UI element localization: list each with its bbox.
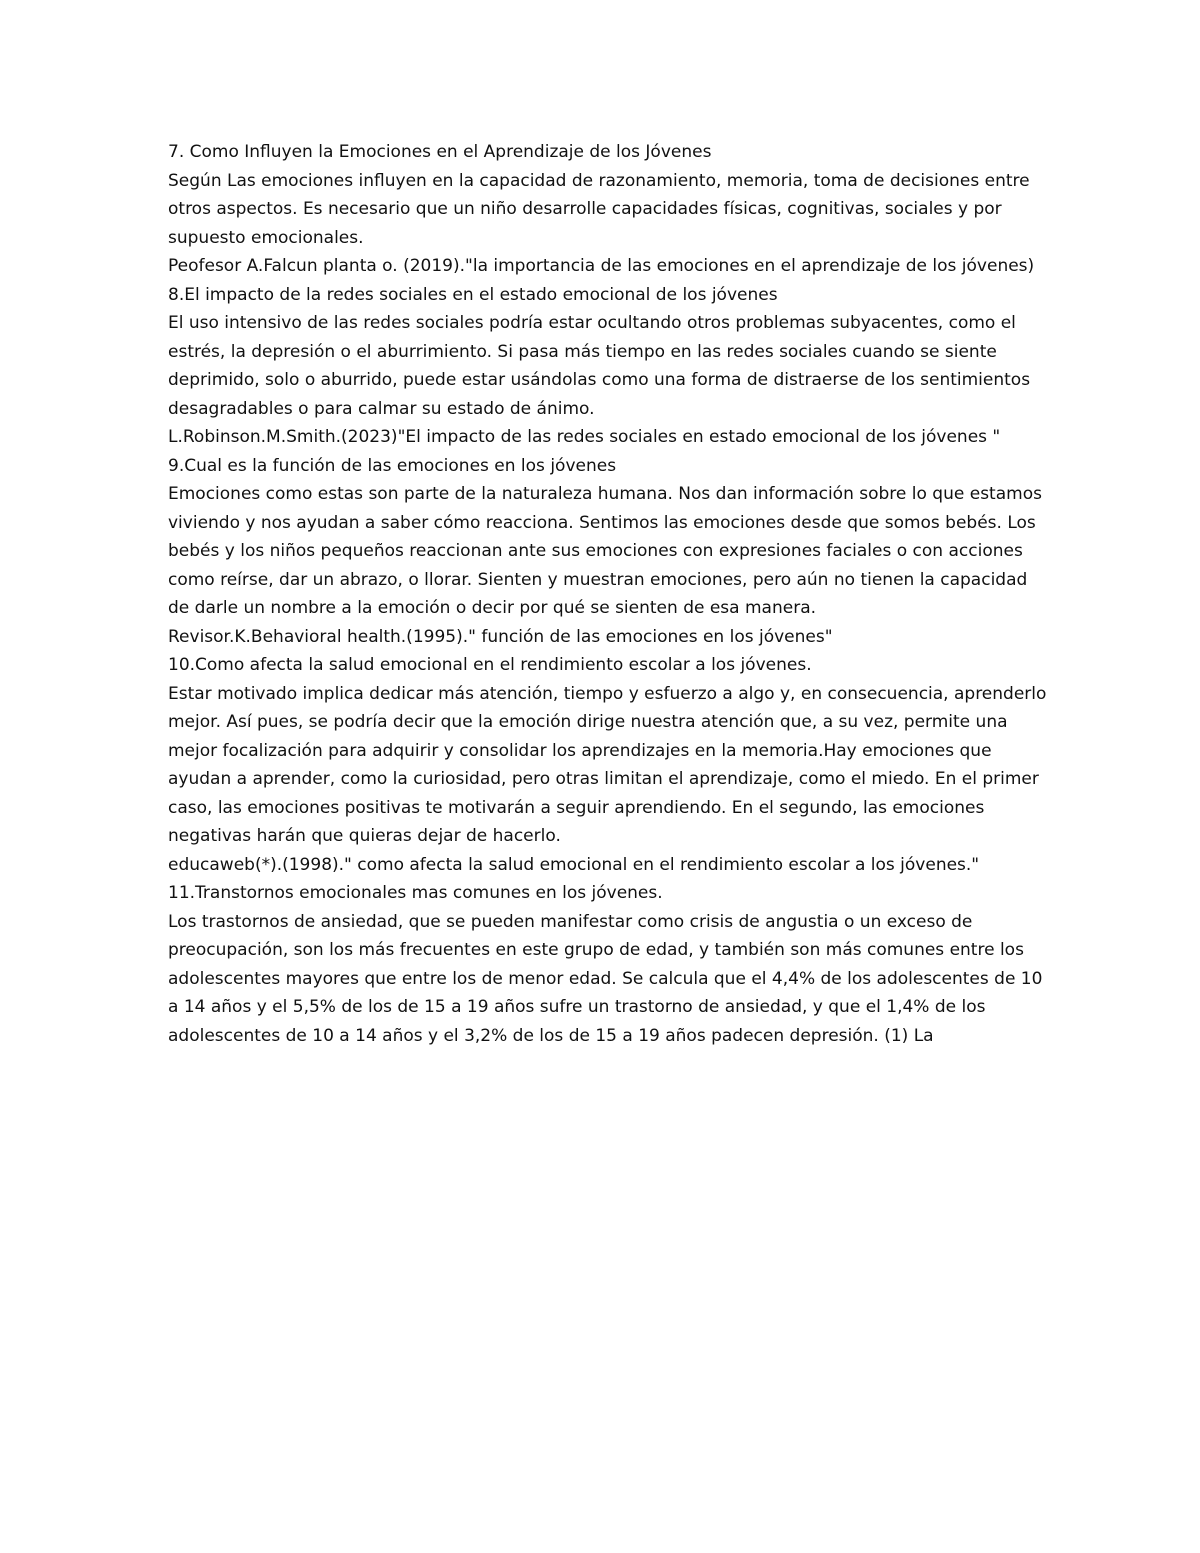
section-heading: 9.Cual es la función de las emociones en los jóvenes [168,455,617,476]
section-citation: educaweb(*).(1998)." como afecta la salud emocional en el rendimiento escolar a los jóvenes." [168,854,980,875]
section-citation: L.Robinson.M.Smith.(2023)"El impacto de las redes sociales en estado emocional de los jóvenes " [168,427,1001,447]
section-citation: Revisor.K.Behavioral health.(1995)." función de las emociones en los jóvenes" [168,626,833,647]
section-11 [168,879,1048,1050]
section-body: Según Las emociones influyen en la capacidad de razonamiento, memoria, toma de decisiones entre otros aspectos. Es necesario que un niño desarrolle capacidades físicas, cognitivas, sociales y por supuesto emocionales. [168,170,1030,248]
section-7 [168,138,1048,281]
section-body: Los trastornos de ansiedad, que se pueden manifestar como crisis de angustia o un exceso de preocupación, son los más frecuentes en este grupo de edad, y también son más comunes entre los adolescentes mayores que entre los de menor edad. Se calcula que el 4,4% de los adolescentes de 10 a 14 años y el 5,5% de los de 15 a 19 años sufre un trastorno de ansiedad, y que el 1,4% de los adolescentes de 10 a 14 años y el 3,2% de los de 15 a 19 años padecen depresión. (1) La [168,911,1043,1046]
section-8 [168,281,1048,452]
section-heading: 8.El impacto de la redes sociales en el estado emocional de los jóvenes [168,284,778,305]
section-10 [168,651,1048,879]
section-9 [168,452,1048,652]
document-page [168,138,1048,1050]
section-body: Emociones como estas son parte de la naturaleza humana. Nos dan información sobre lo que estamos viviendo y nos ayudan a saber cómo reacciona. Sentimos las emociones desde que somos bebés. Los bebés y los niños pequeños reaccionan ante sus emociones con expresiones faciales o con acciones como reírse, dar un abrazo, o llorar. Sienten y muestran emociones, pero aún no tienen la capacidad de darle un nombre a la emoción o decir por qué se sienten de esa manera. [168,484,1042,618]
section-body: El uso intensivo de las redes sociales podría estar ocultando otros problemas subyacentes, como el estrés, la depresión o el aburrimiento. Si pasa más tiempo en las redes sociales cuando se siente deprimido, solo o aburrido, puede estar usándolas como una forma de distraerse de los sentimientos desagradables o para calmar su estado de ánimo. [168,313,1031,419]
section-body: Estar motivado implica dedicar más atención, tiempo y esfuerzo a algo y, en consecuencia, aprenderlo mejor. Así pues, se podría decir que la emoción dirige nuestra atención que, a su vez, permite una mejor focalización para adquirir y consolidar los aprendizajes en la memoria.Hay emociones que ayudan a aprender, como la curiosidad, pero otras limitan el aprendizaje, como el miedo. En el primer caso, las emociones positivas te motivarán a seguir aprendiendo. En el segundo, las emociones negativas harán que quieras dejar de hacerlo. [168,683,1047,846]
section-heading: 10.Como afecta la salud emocional en el rendimiento escolar a los jóvenes. [168,655,812,675]
section-citation: Peofesor A.Falcun planta o. (2019)."la importancia de las emociones en el aprendizaje de los jóvenes) [168,256,1035,276]
section-heading: 11.Transtornos emocionales mas comunes en los jóvenes. [168,883,663,903]
section-heading: 7. Como Influyen la Emociones en el Aprendizaje de los Jóvenes [168,142,712,162]
